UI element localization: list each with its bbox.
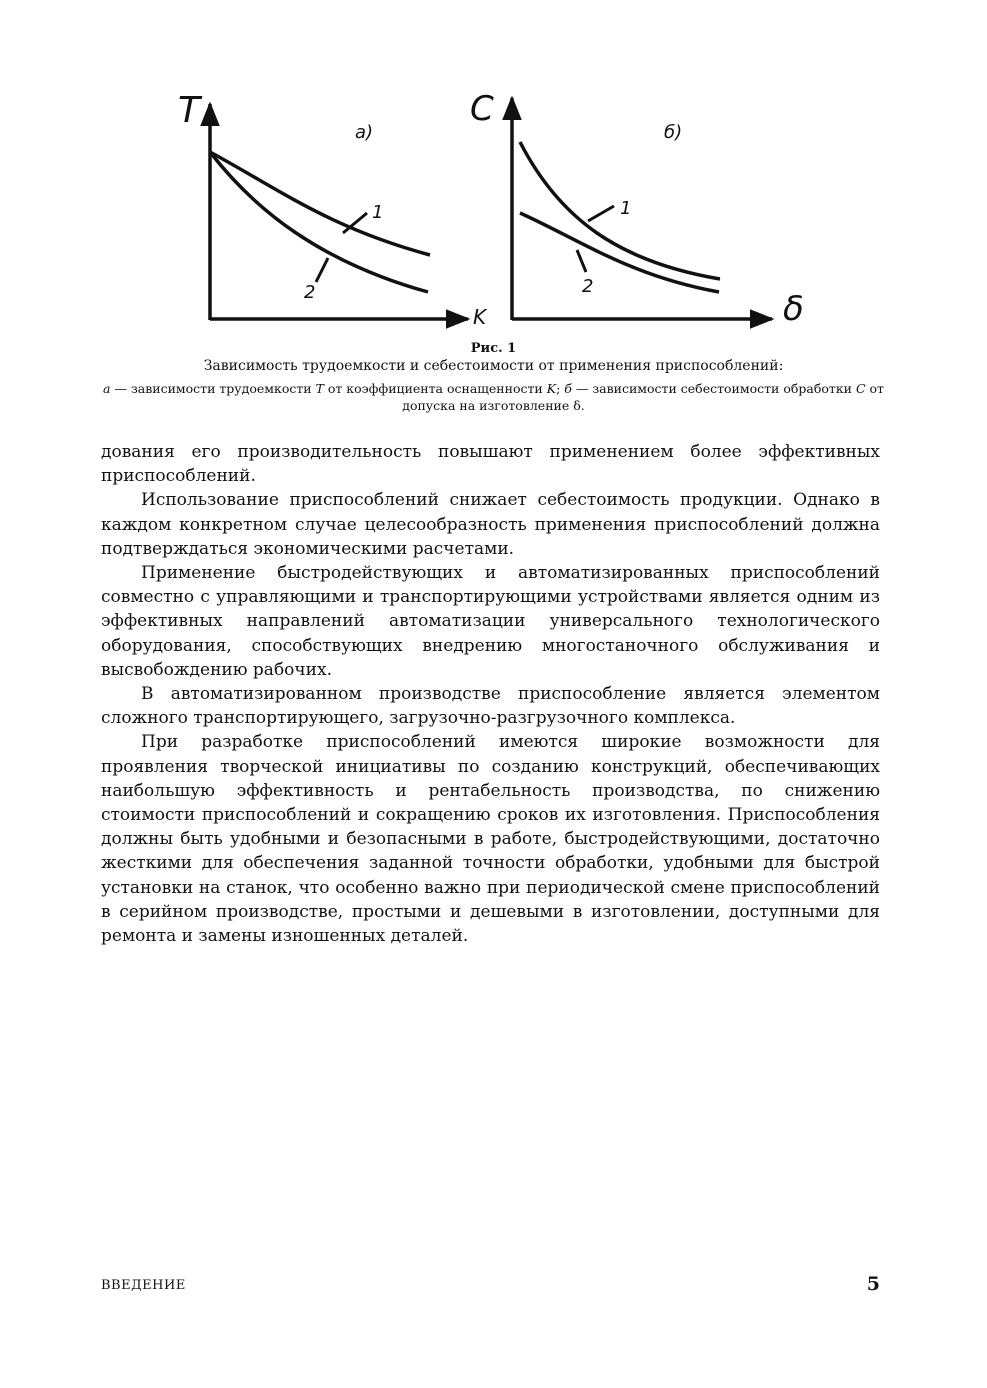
panel-b-y-label: C (470, 89, 494, 129)
panel-b-curve-2 (520, 213, 719, 292)
caption-a-var2: K (546, 381, 557, 396)
panel-b (470, 89, 804, 329)
panel-b-x-label: δ (783, 289, 804, 329)
figure-caption-details (100, 380, 887, 414)
caption-sep: ; (556, 381, 565, 396)
panel-b-panel-label: б) (664, 122, 683, 143)
panel-a-leader-2 (316, 258, 328, 282)
footer-section-title: ВВЕДЕНИЕ (101, 1278, 186, 1293)
panel-a-curve-2 (210, 152, 428, 292)
page-number: 5 (866, 1273, 880, 1295)
paragraph: При разработке приспособлений имеются широкие возможности для проявления творческой инициативы по созданию конструкций, обеспечивающих наибольшую эффективность и рентабельность производства, по снижению стоимости приспособлений и сокращению сроков их изготовления. Приспособления должны быть удобными и безопасными в работе, быстродействующими, достаточно жесткими для обеспечения заданной точности обработки, удобными для быстрой установки на станок, что особенно важно при периодической смене приспособлений в серийном производстве, простыми и дешевыми в изготовлении, доступными для ремонта и замены изношенных деталей. (101, 732, 880, 947)
caption-b-text2: от допуска на изготовление δ. (402, 381, 884, 413)
caption-b-var: C (855, 381, 866, 396)
panel-a-curve-2-label: 2 (304, 282, 316, 303)
body-text (101, 440, 880, 948)
panel-a-y-label: T (178, 90, 200, 131)
figure-caption-label: Рис. 1 (470, 341, 517, 356)
caption-b-text: — зависимости себестоимости обработки (571, 381, 856, 396)
panel-b-leader-1 (588, 206, 614, 221)
paragraph: дования его производительность повышают применением более эффективных приспособлений. (101, 442, 880, 487)
figure-1 (0, 0, 987, 340)
figure-caption-title: Зависимость трудоемкости и себестоимости от применения приспособлений: (203, 358, 784, 374)
panel-a-panel-label: а) (355, 122, 374, 143)
paragraph: Применение быстродействующих и автоматизированных приспособлений совместно с управляющими и транспортирующими устройствами является одним из эффективных направлений автоматизации универсального технологического оборудования, способствующих внедрению многостаночного обслуживания и высвобождению рабочих. (101, 563, 880, 680)
paragraph: В автоматизированном производстве приспособление является элементом сложного транспортирующего, загрузочно-разгрузочного комплекса. (101, 684, 880, 729)
panel-b-curve-1-label: 1 (620, 198, 632, 219)
panel-a-curve-1-label: 1 (372, 202, 384, 223)
paragraph: Использование приспособлений снижает себестоимость продукции. Однако в каждом конкретном случае целесообразность применения приспособлений должна подтверждаться экономическими расчетами. (101, 490, 880, 559)
panel-a-curve-1 (210, 152, 430, 255)
caption-a-text2: от коэффициента оснащенности (323, 381, 547, 396)
caption-b-marker: б (564, 381, 572, 396)
caption-a-var: T (315, 381, 324, 396)
panel-b-curve-2-label: 2 (582, 276, 594, 297)
caption-a-text: — зависимости трудоемкости (110, 381, 316, 396)
figure-svg (0, 0, 987, 340)
panel-a-x-label: K (473, 305, 487, 329)
panel-a (178, 90, 488, 329)
caption-a-marker: а (103, 381, 111, 396)
panel-b-leader-2 (577, 250, 586, 272)
